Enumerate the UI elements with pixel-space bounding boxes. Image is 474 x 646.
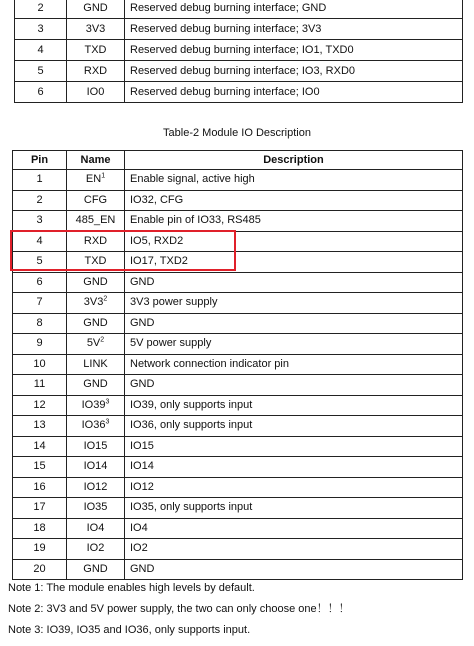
- description-cell: IO17, TXD2: [125, 252, 463, 273]
- name-cell: [67, 457, 125, 478]
- pin-cell: 19: [13, 539, 67, 560]
- table-row: [13, 457, 463, 478]
- pin-cell: 14: [13, 436, 67, 457]
- name-text: GND: [83, 275, 108, 288]
- name-cell: [67, 375, 125, 396]
- table-row: [13, 539, 463, 560]
- module-io-table: [12, 150, 463, 580]
- table-row: [13, 498, 463, 519]
- table-row: [13, 252, 463, 273]
- pin-cell: 1: [13, 170, 67, 191]
- note-3: Note 3: IO39, IO35 and IO36, only supports input.: [8, 624, 251, 636]
- description-cell: IO2: [125, 539, 463, 560]
- description-cell: IO4: [125, 518, 463, 539]
- table-row: [13, 518, 463, 539]
- name-text: 485_EN: [75, 214, 116, 227]
- table-row: [13, 190, 463, 211]
- name-text: EN: [85, 173, 102, 186]
- pin-cell: 5: [15, 61, 67, 82]
- description-cell: Reserved debug burning interface; IO0: [125, 82, 463, 103]
- table-row: [13, 211, 463, 232]
- name-cell: [67, 498, 125, 519]
- name-cell: [67, 354, 125, 375]
- pin-cell: 16: [13, 477, 67, 498]
- table-row: [13, 375, 463, 396]
- table-row: [15, 40, 463, 61]
- name-cell: [67, 436, 125, 457]
- pin-cell: 13: [13, 416, 67, 437]
- table-row: [13, 231, 463, 252]
- table-caption: Table-2 Module IO Description: [163, 127, 311, 139]
- table-row: [13, 293, 463, 314]
- table-row: [13, 559, 463, 580]
- description-cell: IO5, RXD2: [125, 231, 463, 252]
- pin-cell: 6: [15, 82, 67, 103]
- name-cell: GND: [67, 0, 125, 19]
- description-cell: IO36, only supports input: [125, 416, 463, 437]
- note-2: Note 2: 3V3 and 5V power supply, the two can only choose one！！！: [8, 603, 350, 615]
- pin-cell: 17: [13, 498, 67, 519]
- description-cell: IO15: [125, 436, 463, 457]
- pin-cell: 5: [13, 252, 67, 273]
- name-cell: [67, 190, 125, 211]
- pin-cell: 18: [13, 518, 67, 539]
- table-row: [15, 19, 463, 40]
- name-text: IO39: [81, 398, 106, 411]
- header-pin: Pin: [13, 151, 67, 170]
- name-cell: [67, 252, 125, 273]
- pin-cell: 7: [13, 293, 67, 314]
- table-row: [13, 354, 463, 375]
- description-cell: Network connection indicator pin: [125, 354, 463, 375]
- name-text: IO15: [83, 439, 108, 452]
- name-cell: RXD: [67, 61, 125, 82]
- name-text: IO36: [81, 419, 106, 432]
- name-text: 5V: [86, 337, 101, 350]
- name-text: LINK: [83, 357, 108, 370]
- description-cell: GND: [125, 375, 463, 396]
- footnote-marker: 3: [105, 398, 110, 406]
- description-cell: GND: [125, 559, 463, 580]
- name-cell: [67, 539, 125, 560]
- footnote-marker: 2: [100, 336, 105, 344]
- pin-cell: 2: [13, 190, 67, 211]
- name-cell: [67, 293, 125, 314]
- header-description: Description: [125, 151, 463, 170]
- name-cell: IO0: [67, 82, 125, 103]
- table-row: [15, 82, 463, 103]
- pin-cell: 12: [13, 395, 67, 416]
- description-cell: Reserved debug burning interface; IO1, TXD0: [125, 40, 463, 61]
- table-row: [13, 395, 463, 416]
- name-text: TXD: [84, 255, 107, 268]
- name-cell: [67, 518, 125, 539]
- name-text: GND: [83, 562, 108, 575]
- table-row: [13, 170, 463, 191]
- name-cell: [67, 334, 125, 355]
- name-text: GND: [83, 316, 108, 329]
- name-text: IO35: [83, 501, 108, 514]
- name-cell: 3V3: [67, 19, 125, 40]
- footnote-marker: 2: [103, 295, 108, 303]
- description-cell: Enable signal, active high: [125, 170, 463, 191]
- name-cell: [67, 395, 125, 416]
- name-text: IO2: [86, 542, 105, 555]
- pin-cell: 4: [13, 231, 67, 252]
- pin-cell: 20: [13, 559, 67, 580]
- table-row: [13, 416, 463, 437]
- description-cell: 5V power supply: [125, 334, 463, 355]
- name-cell: TXD: [67, 40, 125, 61]
- table-row: [13, 313, 463, 334]
- pin-cell: 4: [15, 40, 67, 61]
- table-row: [13, 477, 463, 498]
- footnote-marker: 1: [101, 172, 106, 180]
- name-text: RXD: [83, 234, 108, 247]
- pin-cell: 3: [15, 19, 67, 40]
- pin-cell: 15: [13, 457, 67, 478]
- header-row: [13, 151, 463, 170]
- pin-cell: 6: [13, 272, 67, 293]
- name-cell: [67, 170, 125, 191]
- pin-cell: 3: [13, 211, 67, 232]
- table-row: [13, 334, 463, 355]
- name-cell: [67, 231, 125, 252]
- name-text: IO12: [83, 480, 108, 493]
- pin-cell: 11: [13, 375, 67, 396]
- name-cell: [67, 559, 125, 580]
- description-cell: IO12: [125, 477, 463, 498]
- module-io-table-header: [13, 151, 463, 170]
- description-cell: IO14: [125, 457, 463, 478]
- pin-cell: 9: [13, 334, 67, 355]
- notes: [8, 578, 350, 641]
- name-cell: [67, 272, 125, 293]
- description-cell: Reserved debug burning interface; IO3, RXD0: [125, 61, 463, 82]
- reserved-debug-pin-table: [14, 0, 463, 103]
- note-1: Note 1: The module enables high levels by default.: [8, 582, 255, 594]
- description-cell: GND: [125, 313, 463, 334]
- description-cell: IO39, only supports input: [125, 395, 463, 416]
- pin-cell: 10: [13, 354, 67, 375]
- description-cell: 3V3 power supply: [125, 293, 463, 314]
- description-cell: IO35, only supports input: [125, 498, 463, 519]
- table-row: [13, 436, 463, 457]
- pin-cell: 8: [13, 313, 67, 334]
- description-cell: IO32, CFG: [125, 190, 463, 211]
- description-cell: Reserved debug burning interface; 3V3: [125, 19, 463, 40]
- name-text: 3V3: [83, 296, 104, 309]
- footnote-marker: 3: [105, 418, 110, 426]
- table-row: [15, 0, 463, 19]
- name-cell: [67, 313, 125, 334]
- name-text: IO4: [86, 521, 105, 534]
- name-cell: [67, 416, 125, 437]
- pin-cell: 2: [15, 0, 67, 19]
- name-text: IO14: [83, 460, 108, 473]
- name-cell: [67, 477, 125, 498]
- description-cell: Reserved debug burning interface; GND: [125, 0, 463, 19]
- table-row: [13, 272, 463, 293]
- description-cell: Enable pin of IO33, RS485: [125, 211, 463, 232]
- table-row: [15, 61, 463, 82]
- name-cell: [67, 211, 125, 232]
- name-text: GND: [83, 378, 108, 391]
- description-cell: GND: [125, 272, 463, 293]
- name-text: CFG: [83, 193, 108, 206]
- module-io-table-body: [13, 170, 463, 580]
- header-name: Name: [67, 151, 125, 170]
- reserved-debug-pin-table-body: [15, 0, 463, 103]
